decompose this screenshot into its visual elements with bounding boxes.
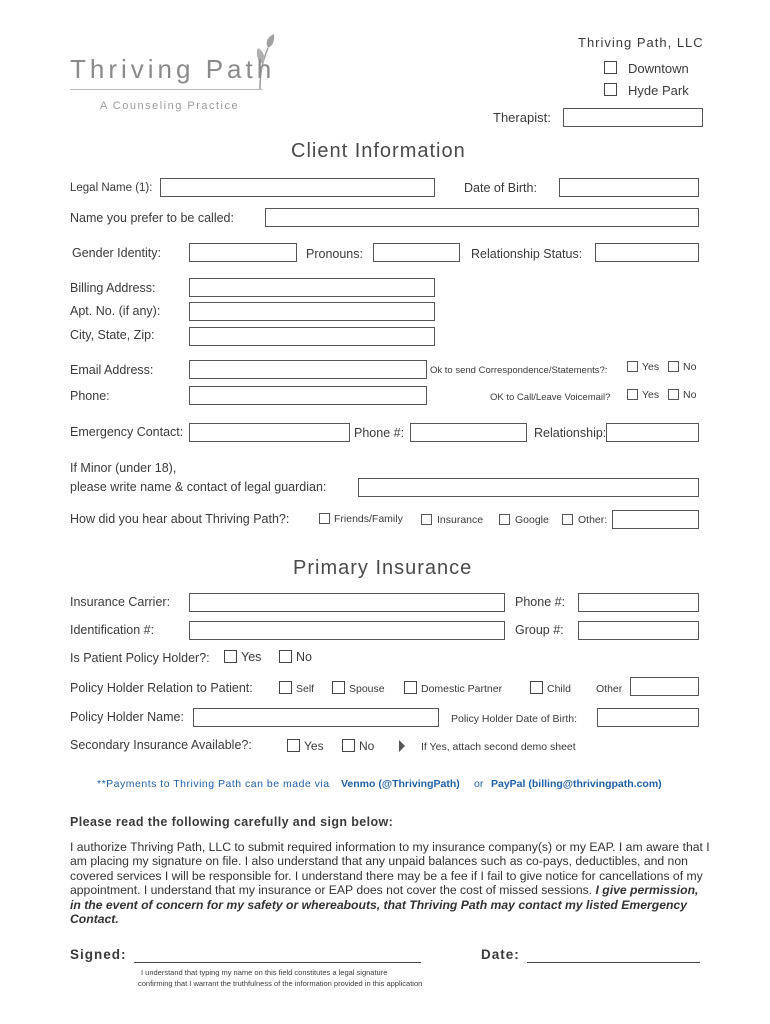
policy-holder-no-label: No	[296, 650, 312, 664]
policy-holder-label: Is Patient Policy Holder?:	[70, 651, 210, 665]
carrier-label: Insurance Carrier:	[70, 595, 171, 609]
hear-insurance-label: Insurance	[437, 514, 484, 526]
date-label: Date:	[481, 947, 520, 962]
email-field[interactable]	[189, 360, 427, 379]
signed-label: Signed:	[70, 947, 127, 962]
therapist-label: Therapist:	[493, 110, 551, 125]
ok-call-no-label: No	[683, 389, 697, 401]
group-field[interactable]	[578, 621, 699, 640]
logo	[68, 34, 283, 119]
identification-label: Identification #:	[70, 623, 155, 637]
relation-partner-label: Domestic Partner	[421, 683, 503, 695]
secondary-yes-label: Yes	[304, 739, 324, 753]
date-line[interactable]	[527, 962, 700, 963]
therapist-field[interactable]	[563, 108, 703, 127]
gender-field[interactable]	[189, 243, 297, 262]
payments-prefix: **Payments to Thriving Path can be made via	[97, 778, 330, 790]
hear-friends-label: Friends/Family	[334, 513, 403, 525]
email-label: Email Address:	[70, 363, 154, 377]
disclaimer-line-2: confirming that I warrant the truthfulness of the information provided in this application	[138, 979, 423, 988]
hear-other-checkbox[interactable]	[562, 514, 573, 525]
signature-line[interactable]	[134, 962, 421, 963]
relation-other-label: Other	[596, 683, 623, 695]
hear-other-field[interactable]	[612, 510, 699, 529]
relationship-status-field[interactable]	[595, 243, 699, 262]
location-hydepark-checkbox[interactable]	[604, 83, 617, 96]
relation-partner-checkbox[interactable]	[404, 681, 417, 694]
dob-field[interactable]	[559, 178, 699, 197]
location-hydepark-label: Hyde Park	[628, 83, 689, 98]
policy-holder-no-checkbox[interactable]	[279, 650, 292, 663]
relation-spouse-label: Spouse	[349, 683, 385, 695]
billing-field[interactable]	[189, 278, 435, 297]
billing-label: Billing Address:	[70, 281, 156, 295]
ok-call-no-checkbox[interactable]	[668, 389, 679, 400]
apt-label: Apt. No. (if any):	[70, 304, 161, 318]
consent-body	[70, 840, 710, 926]
preferred-name-field[interactable]	[265, 208, 699, 227]
emergency-relationship-label: Relationship:	[534, 426, 607, 440]
minor-line-1: If Minor (under 18),	[70, 461, 177, 475]
location-downtown-label: Downtown	[628, 61, 689, 76]
emergency-relationship-field[interactable]	[606, 423, 699, 442]
emergency-contact-label: Emergency Contact:	[70, 425, 184, 439]
secondary-note: If Yes, attach second demo sheet	[421, 741, 576, 753]
identification-field[interactable]	[189, 621, 505, 640]
relation-other-field[interactable]	[630, 677, 699, 696]
city-label: City, State, Zip:	[70, 328, 155, 342]
primary-insurance-title: Primary Insurance	[293, 557, 473, 579]
relation-child-label: Child	[547, 683, 571, 695]
ok-correspondence-yes-checkbox[interactable]	[627, 361, 638, 372]
pronouns-field[interactable]	[373, 243, 460, 262]
relation-child-checkbox[interactable]	[530, 681, 543, 694]
dob-label: Date of Birth:	[464, 181, 537, 195]
relation-self-label: Self	[296, 683, 315, 695]
policy-holder-yes-checkbox[interactable]	[224, 650, 237, 663]
phone-label: Phone:	[70, 389, 110, 403]
ok-call-label: OK to Call/Leave Voicemail?	[490, 392, 611, 403]
hear-google-label: Google	[515, 514, 549, 526]
ok-call-yes-label: Yes	[642, 389, 660, 401]
relation-spouse-checkbox[interactable]	[332, 681, 345, 694]
relation-label: Policy Holder Relation to Patient:	[70, 681, 253, 695]
phone-field[interactable]	[189, 386, 427, 405]
gender-label: Gender Identity:	[72, 246, 161, 260]
ok-call-yes-checkbox[interactable]	[627, 389, 638, 400]
carrier-field[interactable]	[189, 593, 505, 612]
ok-correspondence-no-checkbox[interactable]	[668, 361, 679, 372]
hear-friends-checkbox[interactable]	[319, 513, 330, 524]
guardian-field[interactable]	[358, 478, 699, 497]
consent-heading: Please read the following carefully and sign below:	[70, 815, 394, 829]
holder-dob-label: Policy Holder Date of Birth:	[451, 713, 578, 725]
apt-field[interactable]	[189, 302, 435, 321]
logo-brand: Thriving Path	[70, 54, 276, 84]
relationship-status-label: Relationship Status:	[471, 247, 583, 261]
consent-text: I authorize Thriving Path, LLC to submit required information to my insurance company(s) or my EAP. I am aware that I am placing my signature on file. I also understand that any unpaid balances such as co-pays, deductibles, and non covered services I will be responsible for. I understand there may be a fee if I fail to give notice for cancellations of my appointment. I understand that my insurance or EAP does not cover the cost of missed sessions.	[70, 840, 710, 898]
emergency-phone-label: Phone #:	[354, 426, 405, 440]
holder-dob-field[interactable]	[597, 708, 699, 727]
emergency-phone-field[interactable]	[410, 423, 527, 442]
paypal-link[interactable]: PayPal (billing@thrivingpath.com)	[491, 778, 662, 790]
logo-tagline: A Counseling Practice	[100, 100, 240, 112]
preferred-name-label: Name you prefer to be called:	[70, 211, 234, 225]
logo-divider	[70, 89, 262, 90]
consent-emphasis: I give permission, in the event of concern for my safety or whereabouts, that Thriving Path may contact my listed Emergency Contact.	[70, 883, 699, 927]
relation-self-checkbox[interactable]	[279, 681, 292, 694]
hear-insurance-checkbox[interactable]	[421, 514, 432, 525]
group-label: Group #:	[515, 623, 564, 637]
venmo-link[interactable]: Venmo (@ThrivingPath)	[341, 778, 460, 790]
secondary-label: Secondary Insurance Available?:	[70, 738, 252, 752]
insurance-phone-label: Phone #:	[515, 595, 566, 609]
city-field[interactable]	[189, 327, 435, 346]
disclaimer-line-1: I understand that typing my name on this field constitutes a legal signature	[141, 968, 388, 977]
legal-name-field[interactable]	[160, 178, 435, 197]
secondary-no-label: No	[359, 739, 375, 753]
ok-correspondence-yes-label: Yes	[642, 361, 660, 373]
arrow-right-icon	[397, 739, 407, 753]
legal-name-label: Legal Name (1):	[70, 182, 153, 194]
ok-correspondence-no-label: No	[683, 361, 697, 373]
hear-google-checkbox[interactable]	[499, 514, 510, 525]
company-name: Thriving Path, LLC	[578, 35, 704, 50]
ok-correspondence-label: Ok to send Correspondence/Statements?:	[430, 365, 608, 376]
holder-name-label: Policy Holder Name:	[70, 710, 184, 724]
policy-holder-yes-label: Yes	[241, 650, 262, 664]
insurance-phone-field[interactable]	[578, 593, 699, 612]
hear-about-label: How did you hear about Thriving Path?:	[70, 512, 290, 526]
payments-or: or	[474, 778, 484, 790]
location-downtown-checkbox[interactable]	[604, 61, 617, 74]
secondary-no-checkbox[interactable]	[342, 739, 355, 752]
pronouns-label: Pronouns:	[306, 247, 363, 261]
hear-other-label: Other:	[578, 514, 608, 526]
emergency-contact-field[interactable]	[189, 423, 350, 442]
secondary-yes-checkbox[interactable]	[287, 739, 300, 752]
client-info-title: Client Information	[291, 140, 466, 162]
minor-line-2: please write name & contact of legal guardian:	[70, 480, 327, 494]
holder-name-field[interactable]	[193, 708, 439, 727]
